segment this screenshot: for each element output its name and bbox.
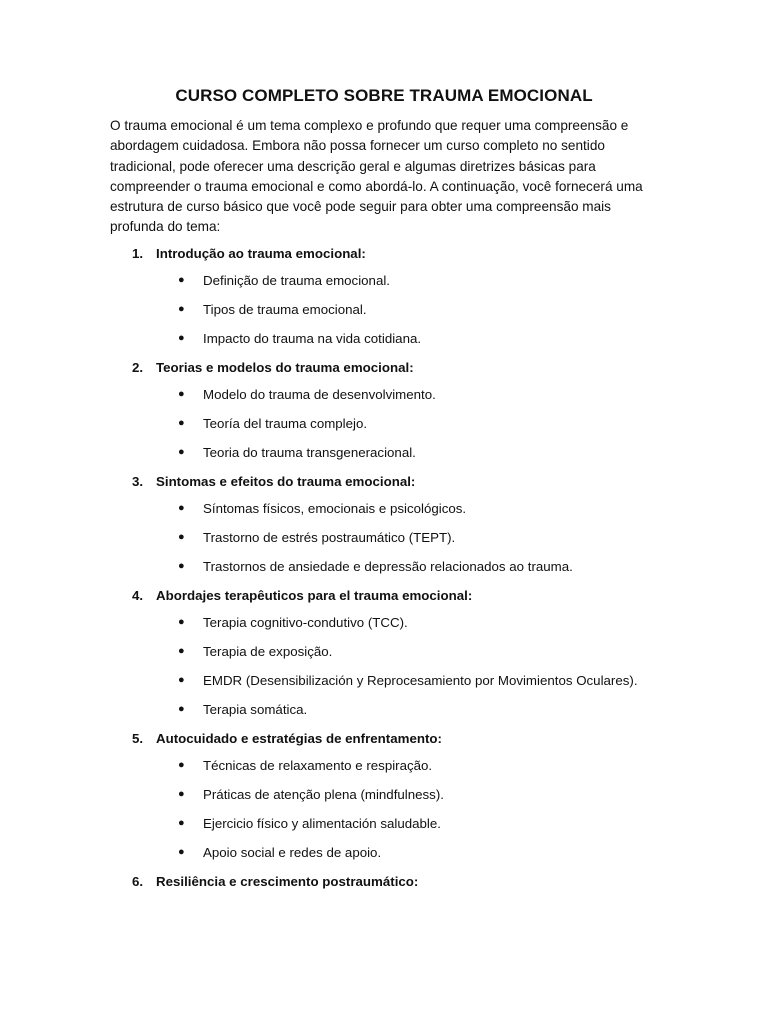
section-item <box>110 358 658 462</box>
list-item-text: Terapia somática. <box>203 701 308 717</box>
list-item <box>110 329 658 348</box>
list-item <box>110 785 658 804</box>
section-heading <box>110 729 658 752</box>
list-item-text: Práticas de atenção plena (mindfulness). <box>203 786 444 802</box>
bullet-icon: ● <box>178 702 185 715</box>
bullet-icon: ● <box>178 302 185 315</box>
section-heading-text: Introdução ao trauma emocional: <box>156 245 366 261</box>
section-number: 2. <box>132 359 144 375</box>
list-item <box>110 271 658 290</box>
section-item <box>110 729 658 862</box>
document-title: CURSO COMPLETO SOBRE TRAUMA EMOCIONAL <box>175 86 593 105</box>
list-item-text: Terapia de exposição. <box>203 643 333 659</box>
bullet-icon: ● <box>178 559 185 572</box>
list-item <box>110 756 658 775</box>
list-item <box>110 700 658 719</box>
list-item-text: Terapia cognitivo-condutivo (TCC). <box>203 614 408 630</box>
list-item <box>110 300 658 319</box>
section-item <box>110 586 658 719</box>
bullet-icon: ● <box>178 331 185 344</box>
section-item <box>110 244 658 348</box>
bullet-icon: ● <box>178 530 185 543</box>
list-item-text: Trastornos de ansiedade e depressão relacionados ao trauma. <box>203 558 573 574</box>
section-heading <box>110 244 658 267</box>
section-heading-text: Resiliência e crescimento postraumático: <box>156 873 419 889</box>
list-item-text: Trastorno de estrés postraumático (TEPT). <box>203 529 456 545</box>
list-item <box>110 499 658 518</box>
list-item-text: Impacto do trauma na vida cotidiana. <box>203 330 422 346</box>
bullet-icon: ● <box>178 416 185 429</box>
list-item-text: Ejercicio físico y alimentación saludable. <box>203 815 441 831</box>
list-item-text: Síntomas físicos, emocionais e psicológicos. <box>203 500 467 516</box>
bullet-icon: ● <box>178 816 185 829</box>
list-item <box>110 528 658 547</box>
bullet-icon: ● <box>178 787 185 800</box>
bullet-icon: ● <box>178 845 185 858</box>
section-heading-text: Autocuidado e estratégias de enfrentamento: <box>156 730 442 746</box>
section-heading-text: Teorias e modelos do trauma emocional: <box>156 359 414 375</box>
section-list <box>110 244 658 895</box>
list-item-text: Modelo do trauma de desenvolvimento. <box>203 386 436 402</box>
bullet-icon: ● <box>178 445 185 458</box>
list-item <box>110 385 658 404</box>
section-number: 6. <box>132 873 144 889</box>
bullet-icon: ● <box>178 673 185 686</box>
intro-paragraph: O trauma emocional é um tema complexo e profundo que requer uma compreensão e abordagem cuidadosa. Embora não possa fornecer um curso completo no sentido tradicional, pode oferecer uma descrição geral e algumas diretrizes básicas para compreender o trauma emocional e como abordá-lo. A continuação, você fornecerá uma estrutura de curso básico que você pode seguir para obter uma compreensão mais profunda do tema: <box>110 118 643 235</box>
section-heading-text: Abordajes terapêuticos para el trauma emocional: <box>156 587 473 603</box>
list-item-text: Técnicas de relaxamento e respiração. <box>203 757 433 773</box>
list-item <box>110 613 658 632</box>
section-item <box>110 872 658 895</box>
list-item-text: EMDR (Desensibilización y Reprocesamiento por Movimientos Oculares). <box>203 672 638 688</box>
list-item <box>110 443 658 462</box>
list-item <box>110 414 658 433</box>
document-page <box>110 86 658 895</box>
section-heading <box>110 872 658 895</box>
list-item-text: Tipos de trauma emocional. <box>203 301 367 317</box>
list-item-text: Definição de trauma emocional. <box>203 272 390 288</box>
list-item-text: Teoria do trauma transgeneracional. <box>203 444 416 460</box>
list-item <box>110 843 658 862</box>
bullet-icon: ● <box>178 644 185 657</box>
bullet-list <box>110 756 658 862</box>
section-number: 3. <box>132 473 144 489</box>
list-item <box>110 557 658 576</box>
bullet-icon: ● <box>178 387 185 400</box>
bullet-list <box>110 613 658 719</box>
bullet-icon: ● <box>178 758 185 771</box>
list-item <box>110 642 658 661</box>
bullet-list <box>110 499 658 576</box>
section-item <box>110 472 658 576</box>
section-heading <box>110 586 658 609</box>
bullet-icon: ● <box>178 615 185 628</box>
list-item <box>110 814 658 833</box>
bullet-list <box>110 271 658 348</box>
bullet-icon: ● <box>178 501 185 514</box>
bullet-list <box>110 385 658 462</box>
bullet-icon: ● <box>178 273 185 286</box>
section-heading-text: Sintomas e efeitos do trauma emocional: <box>156 473 416 489</box>
list-item-text: Teoría del trauma complejo. <box>203 415 368 431</box>
list-item-text: Apoio social e redes de apoio. <box>203 844 382 860</box>
section-heading <box>110 358 658 381</box>
list-item <box>110 671 658 690</box>
section-number: 5. <box>132 730 144 746</box>
section-number: 1. <box>132 245 144 261</box>
section-heading <box>110 472 658 495</box>
section-number: 4. <box>132 587 144 603</box>
